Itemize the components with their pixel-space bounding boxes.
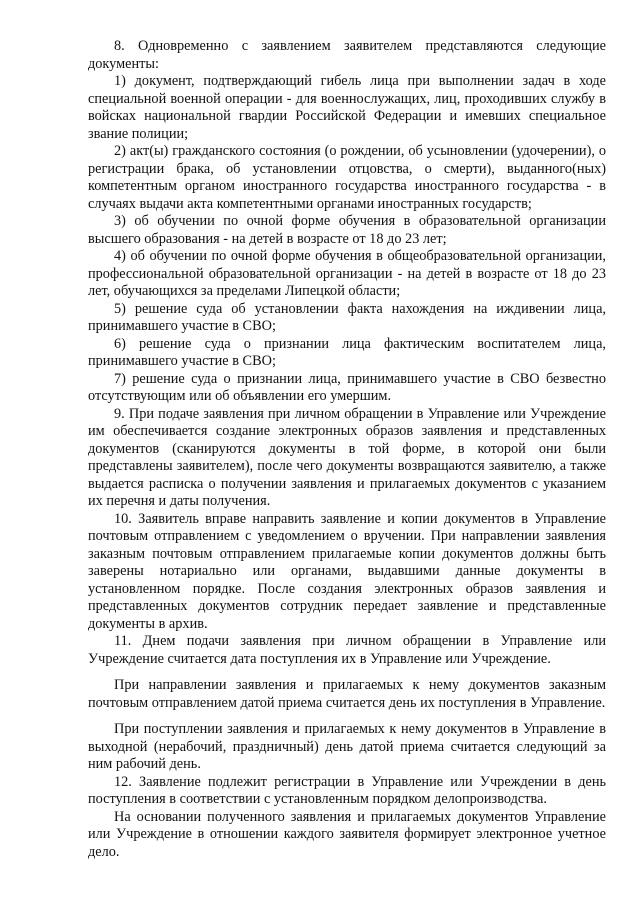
- paragraph-12-file: На основании полученного заявления и прилагаемых документов Управление или Учреждение в отношении каждого заявителя формирует электронное учетное дело.: [88, 808, 606, 860]
- document-page: [88, 38, 606, 861]
- list-item-1: 1) документ, подтверждающий гибель лица при выполнении задач в ходе специальной военной операции - для военнослужащих, лиц, проходивших службу в войсках национальной гвардии Российской Федерации и имевших специальное звание полиции;: [88, 73, 606, 142]
- list-item-4: 4) об обучении по очной форме обучения в общеобразовательной организации, профессиональной образовательной организации - на детей в возрасте от 18 до 23 лет, обучающихся за пределами Липецкой области;: [88, 248, 606, 299]
- paragraph-9: 9. При подаче заявления при личном обращении в Управление или Учреждение им обеспечивается создание электронных образов заявления и представленных документов (сканируются документы в той форме, в которой они были представлены заявителем), после чего документы возвращаются заявителю, а также выдается расписка о получении заявления и прилагаемых документов с указанием их перечня и даты получения.: [88, 405, 606, 509]
- list-item-5: 5) решение суда об установлении факта нахождения на иждивении лица, принимавшего участие в СВО;: [88, 300, 606, 334]
- paragraph-8: 8. Одновременно с заявлением заявителем представляются следующие документы:: [88, 38, 606, 72]
- paragraph-11-mail: При направлении заявления и прилагаемых к нему документов заказным почтовым отправлением датой приема считается день их поступления в Управление.: [88, 677, 606, 711]
- paragraph-11-holiday: При поступлении заявления и прилагаемых к нему документов в Управление в выходной (нерабочий, праздничный) день датой приема считается следующий за ним рабочий день.: [88, 721, 606, 772]
- list-item-2: 2) акт(ы) гражданского состояния (о рождении, об усыновлении (удочерении), о регистрации брака, об установлении отцовства, о смерти), выданного(ных) компетентным органом иностранного государства иностранного государства - в случаях выдачи акта компетентными органами иностранных государств;: [88, 143, 606, 212]
- list-item-7: 7) решение суда о признании лица, принимавшего участие в СВО безвестно отсутствующим или об объявлении его умершим.: [88, 370, 606, 404]
- paragraph-11: 11. Днем подачи заявления при личном обращении в Управление или Учреждение считается дата поступления их в Управление или Учреждение.: [88, 633, 606, 667]
- list-item-3: 3) об обучении по очной форме обучения в образовательной организации высшего образования - на детей в возрасте от 18 до 23 лет;: [88, 213, 606, 247]
- list-item-6: 6) решение суда о признании лица фактическим воспитателем лица, принимавшего участие в СВО;: [88, 335, 606, 369]
- paragraph-12: 12. Заявление подлежит регистрации в Управление или Учреждении в день поступления в соответствии с установленным порядком делопроизводства.: [88, 773, 606, 807]
- paragraph-10: 10. Заявитель вправе направить заявление и копии документов в Управление почтовым отправлением с уведомлением о вручении. При направлении заявления заказным почтовым отправлением прилагаемые копии документов должны быть заверены нотариально или органами, выдавшими данные документы в установленном порядке. После создания электронных образов заявления и представленных документов сотрудник передает заявление и представленные документы в архив.: [88, 510, 606, 632]
